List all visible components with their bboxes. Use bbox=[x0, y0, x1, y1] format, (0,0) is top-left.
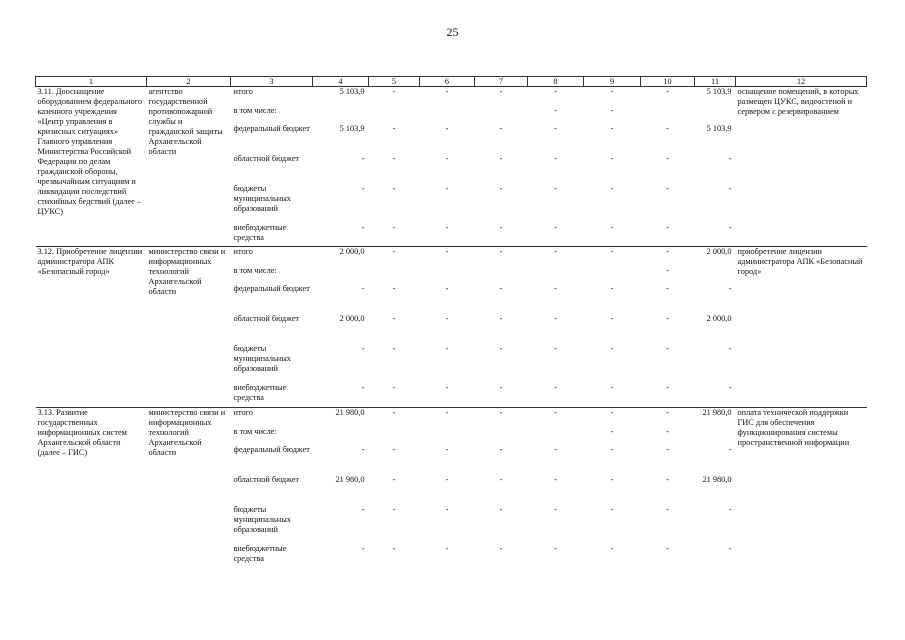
value-cell: - bbox=[554, 383, 557, 392]
value-cell: - bbox=[728, 153, 732, 163]
value-cell: 2 000,0 bbox=[706, 247, 732, 256]
value-cell: - bbox=[445, 284, 449, 293]
value-cell: - bbox=[392, 504, 396, 514]
value-cell: - bbox=[445, 344, 449, 353]
value-cell: - bbox=[554, 123, 557, 133]
column-header-row bbox=[36, 77, 867, 87]
value-cell: - bbox=[666, 426, 669, 436]
value-cell: - bbox=[666, 87, 669, 96]
value-cell: - bbox=[554, 314, 557, 323]
value-cell: - bbox=[666, 383, 669, 392]
funding-source-label: областной бюджет bbox=[233, 314, 300, 323]
value-cell: - bbox=[554, 105, 557, 115]
value-cell: - bbox=[610, 383, 614, 392]
value-cell: - bbox=[610, 183, 614, 193]
value-cell: - bbox=[392, 183, 396, 193]
value-cell: - bbox=[445, 407, 449, 417]
value-cell: - bbox=[610, 314, 614, 323]
value-cell: - bbox=[499, 284, 503, 293]
value-cell: 5 103,9 bbox=[339, 87, 365, 96]
value-cell: - bbox=[728, 543, 732, 553]
value-cell: - bbox=[610, 153, 614, 163]
value-cell: - bbox=[499, 314, 503, 323]
value-cell: - bbox=[499, 153, 503, 163]
value-cell: - bbox=[499, 543, 503, 553]
value-cell: - bbox=[728, 383, 732, 392]
executor: министерство связи и информационных технологий Архангельской области bbox=[148, 247, 226, 296]
value-cell: - bbox=[610, 407, 614, 417]
value-cell: 5 103,9 bbox=[706, 123, 732, 133]
value-cell: - bbox=[554, 87, 557, 96]
col-header-3: 3 bbox=[231, 77, 313, 87]
value-cell: - bbox=[445, 153, 449, 163]
value-cell: - bbox=[666, 266, 669, 275]
value-cell: - bbox=[361, 183, 365, 193]
value-cell: - bbox=[499, 407, 503, 417]
funding-source-label: бюджеты муниципальных образований bbox=[233, 344, 291, 373]
value-cell: - bbox=[610, 543, 614, 553]
value-cell: - bbox=[499, 183, 503, 193]
value-cell bbox=[695, 266, 736, 284]
value-cell: - bbox=[666, 543, 669, 553]
value-cell: - bbox=[728, 344, 732, 353]
value-cell: - bbox=[499, 123, 503, 133]
value-cell: - bbox=[361, 543, 365, 553]
funding-source-label: федеральный бюджет bbox=[233, 123, 310, 133]
value-cell bbox=[528, 427, 584, 445]
value-cell: - bbox=[666, 284, 669, 293]
value-cell: - bbox=[666, 444, 669, 454]
value-cell: - bbox=[392, 444, 396, 454]
value-cell: - bbox=[392, 543, 396, 553]
value-cell: - bbox=[610, 344, 614, 353]
value-cell: - bbox=[445, 183, 449, 193]
value-cell: - bbox=[392, 222, 396, 232]
col-header-9: 9 bbox=[584, 77, 641, 87]
value-cell: - bbox=[666, 153, 669, 163]
col-header-4: 4 bbox=[313, 77, 369, 87]
funding-source-label: областной бюджет bbox=[233, 153, 300, 163]
value-cell: - bbox=[666, 222, 669, 232]
value-cell bbox=[313, 106, 369, 124]
value-cell: - bbox=[666, 474, 669, 484]
value-cell: 21 980,0 bbox=[702, 407, 732, 417]
value-cell bbox=[313, 427, 369, 445]
table-row bbox=[36, 87, 867, 106]
funding-source-label: итого bbox=[233, 247, 253, 256]
value-cell: - bbox=[554, 474, 557, 484]
value-cell: - bbox=[666, 123, 669, 133]
value-cell: - bbox=[666, 344, 669, 353]
value-cell bbox=[420, 106, 475, 124]
value-cell: - bbox=[610, 284, 614, 293]
value-cell: - bbox=[554, 153, 557, 163]
col-header-10: 10 bbox=[641, 77, 695, 87]
value-cell: - bbox=[392, 153, 396, 163]
col-header-11: 11 bbox=[695, 77, 736, 87]
funding-source-label: областной бюджет bbox=[233, 474, 300, 484]
value-cell bbox=[420, 427, 475, 445]
value-cell bbox=[641, 106, 695, 124]
value-cell: - bbox=[392, 247, 396, 256]
expected-result: приобретение лицензии администратора АПК «Безопасный город» bbox=[737, 247, 863, 276]
col-header-1: 1 bbox=[36, 77, 147, 87]
value-cell: 2 000,0 bbox=[706, 314, 732, 323]
executor: министерство связи и информационных технологий Архангельской области bbox=[148, 407, 226, 457]
expected-result: оснащение помещений, в которых размещен ЦУКС, видеостеной и сервером с резервированием bbox=[737, 87, 859, 116]
value-cell: - bbox=[499, 222, 503, 232]
value-cell: 2 000,0 bbox=[339, 314, 365, 323]
value-cell bbox=[528, 266, 584, 284]
funding-source-label: в том числе: bbox=[233, 426, 277, 436]
value-cell: - bbox=[445, 87, 449, 96]
value-cell bbox=[584, 266, 641, 284]
measure-title: 3.11. Дооснащение оборудованием федерального казенного учреждения «Центр управления в кризисных ситуациях» Главного управления Министерства Российской Федерации по делам гражданской обороны, чрезвычайным ситуациям и ликвидации последствий стихийных бедствий (далее – ЦУКС) bbox=[37, 87, 143, 216]
col-header-12: 12 bbox=[736, 77, 867, 87]
expected-result: оплата технической поддержки ГИС для обеспечения функционирования системы пространственной информации bbox=[737, 407, 850, 447]
value-cell bbox=[420, 266, 475, 284]
value-cell: - bbox=[445, 504, 449, 514]
col-header-7: 7 bbox=[475, 77, 528, 87]
value-cell: 21 980,0 bbox=[335, 407, 365, 417]
value-cell: - bbox=[445, 444, 449, 454]
col-header-8: 8 bbox=[528, 77, 584, 87]
value-cell: - bbox=[554, 407, 557, 417]
value-cell: - bbox=[361, 504, 365, 514]
table-body bbox=[36, 77, 867, 568]
value-cell: - bbox=[499, 504, 503, 514]
value-cell: - bbox=[666, 247, 669, 256]
value-cell: - bbox=[445, 314, 449, 323]
value-cell bbox=[695, 427, 736, 445]
value-cell: - bbox=[610, 426, 614, 436]
funding-source-label: в том числе: bbox=[233, 105, 277, 115]
value-cell: - bbox=[392, 314, 396, 323]
col-header-2: 2 bbox=[147, 77, 231, 87]
value-cell bbox=[369, 427, 420, 445]
funding-source-label: итого bbox=[233, 407, 253, 417]
funding-source-label: бюджеты муниципальных образований bbox=[233, 504, 291, 534]
value-cell: - bbox=[361, 153, 365, 163]
value-cell: - bbox=[392, 284, 396, 293]
value-cell: 21 980,0 bbox=[702, 474, 732, 484]
value-cell: - bbox=[554, 444, 557, 454]
measure-title: 3.12. Приобретение лицензии администратора АПК «Безопасный город» bbox=[37, 247, 143, 276]
value-cell: - bbox=[361, 284, 365, 293]
value-cell: - bbox=[392, 87, 396, 96]
value-cell: - bbox=[392, 383, 396, 392]
value-cell: - bbox=[610, 474, 614, 484]
value-cell: - bbox=[554, 222, 557, 232]
value-cell: - bbox=[445, 247, 449, 256]
col-header-6: 6 bbox=[420, 77, 475, 87]
value-cell: - bbox=[728, 222, 732, 232]
value-cell: - bbox=[499, 474, 503, 484]
value-cell: - bbox=[445, 543, 449, 553]
value-cell: - bbox=[610, 123, 614, 133]
value-cell bbox=[695, 106, 736, 124]
value-cell: - bbox=[728, 183, 732, 193]
value-cell: - bbox=[392, 407, 396, 417]
value-cell: - bbox=[728, 284, 732, 293]
value-cell: 2 000,0 bbox=[339, 247, 365, 256]
table-row bbox=[36, 408, 867, 427]
funding-source-label: внебюджетные средства bbox=[233, 222, 287, 242]
value-cell bbox=[475, 427, 528, 445]
value-cell: - bbox=[610, 504, 614, 514]
funding-source-label: федеральный бюджет bbox=[233, 444, 310, 454]
table-row bbox=[36, 247, 867, 266]
value-cell: - bbox=[728, 444, 732, 454]
value-cell: - bbox=[499, 444, 503, 454]
value-cell: - bbox=[610, 247, 614, 256]
value-cell bbox=[475, 266, 528, 284]
page-number: 25 bbox=[446, 25, 459, 39]
col-header-5: 5 bbox=[369, 77, 420, 87]
measure-title: 3.13. Развитие государственных информационных систем Архангельской области (далее – ГИС) bbox=[37, 407, 127, 457]
value-cell: - bbox=[554, 543, 557, 553]
value-cell: - bbox=[666, 504, 669, 514]
value-cell: - bbox=[610, 87, 614, 96]
value-cell: - bbox=[554, 344, 557, 353]
value-cell: - bbox=[610, 105, 614, 115]
value-cell: 5 103,9 bbox=[706, 87, 732, 96]
funding-source-label: в том числе: bbox=[233, 266, 277, 275]
value-cell: 5 103,9 bbox=[339, 123, 365, 133]
value-cell: - bbox=[499, 247, 503, 256]
funding-source-label: внебюджетные средства bbox=[233, 383, 287, 402]
funding-source-label: итого bbox=[233, 87, 253, 96]
executor: агентство государственной противопожарной службы и гражданской защиты Архангельской области bbox=[148, 87, 223, 156]
value-cell: - bbox=[445, 474, 449, 484]
value-cell: - bbox=[445, 222, 449, 232]
value-cell: - bbox=[554, 284, 557, 293]
value-cell bbox=[313, 266, 369, 284]
value-cell: 21 980,0 bbox=[335, 474, 365, 484]
value-cell: - bbox=[666, 314, 669, 323]
value-cell: - bbox=[554, 183, 557, 193]
funding-source-label: федеральный бюджет bbox=[233, 284, 310, 293]
value-cell: - bbox=[610, 222, 614, 232]
value-cell: - bbox=[499, 87, 503, 96]
value-cell: - bbox=[361, 344, 365, 353]
value-cell: - bbox=[445, 123, 449, 133]
value-cell: - bbox=[666, 407, 669, 417]
value-cell: - bbox=[361, 222, 365, 232]
value-cell: - bbox=[554, 247, 557, 256]
funding-source-label: бюджеты муниципальных образований bbox=[233, 183, 291, 213]
value-cell: - bbox=[666, 183, 669, 193]
value-cell bbox=[369, 106, 420, 124]
value-cell bbox=[369, 266, 420, 284]
value-cell: - bbox=[499, 344, 503, 353]
value-cell: - bbox=[728, 504, 732, 514]
value-cell: - bbox=[392, 474, 396, 484]
value-cell: - bbox=[361, 444, 365, 454]
budget-table bbox=[35, 76, 867, 568]
value-cell: - bbox=[392, 123, 396, 133]
value-cell: - bbox=[499, 383, 503, 392]
value-cell: - bbox=[361, 383, 365, 392]
value-cell: - bbox=[610, 444, 614, 454]
funding-source-label: внебюджетные средства bbox=[233, 543, 287, 563]
value-cell bbox=[475, 106, 528, 124]
value-cell: - bbox=[554, 504, 557, 514]
value-cell: - bbox=[445, 383, 449, 392]
value-cell: - bbox=[392, 344, 396, 353]
